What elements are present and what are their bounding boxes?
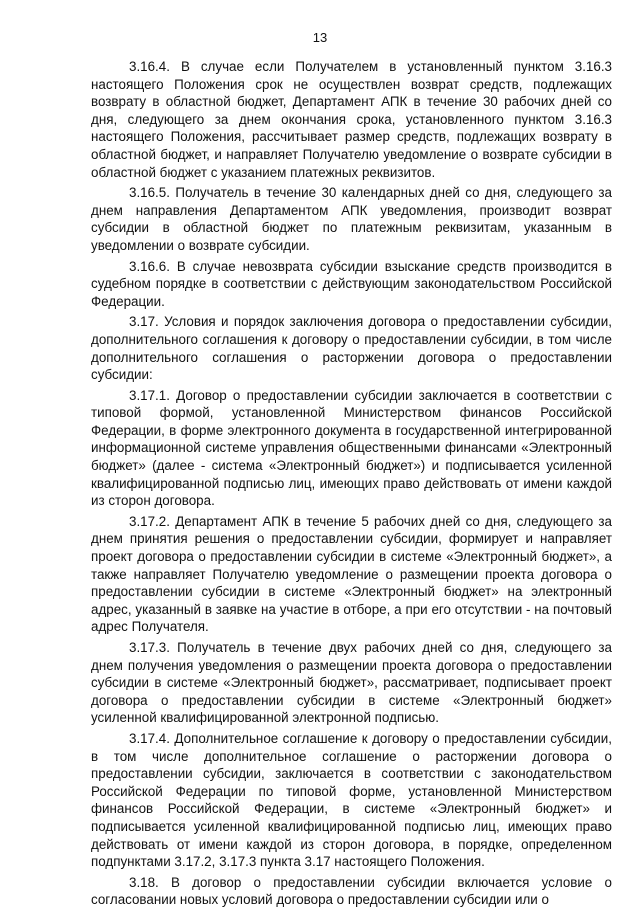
paragraph-3-16-4: 3.16.4. В случае если Получателем в установленный пунктом 3.16.3 настоящего Положения срок не осуществлен возврат средств, подлежащих возврату в областной бюджет, Департамент АПК в течение 30 рабочих дней со дня, следующего за днем окончания срока, установленного пунктом 3.16.3 настоящего Положения, рассчитывает размер средств, подлежащих возврату в областной бюджет, и направляет Получателю уведомление о возврате субсидии в областной бюджет с указанием платежных реквизитов. bbox=[91, 59, 612, 180]
paragraph-3-18: 3.18. В договор о предоставлении субсидии включается условие о согласовании новых условий договора о предоставлении субсидии или о bbox=[91, 874, 612, 908]
paragraph-3-17-2: 3.17.2. Департамент АПК в течение 5 рабочих дней со дня, следующего за днем принятия решения о предоставлении субсидии, формирует и направляет проект договора о предоставлении субсидии в системе «Электронный бюджет», а также направляет Получателю уведомление о размещении проекта договора о предоставлении субсидии в системе «Электронный бюджет» на электронный адрес, указанный в заявке на участие в отборе, а при его отсутствии - на почтовый адрес Получателя. bbox=[91, 513, 612, 635]
page-number: 13 bbox=[312, 30, 328, 45]
paragraph-3-17-1: 3.17.1. Договор о предоставлении субсидии заключается в соответствии с типовой формой, установленной Министерством финансов Российской Федерации, в форме электронного документа в государственной интегрированной информационной системе управления общественными финансами «Электронный бюджет» (далее - система «Электронный бюджет») и подписывается усиленной квалифицированной подписью лиц, имеющих право действовать от имени каждой из сторон договора. bbox=[91, 387, 612, 509]
paragraph-3-16-5: 3.16.5. Получатель в течение 30 календарных дней со дня, следующего за днем направления Департаментом АПК уведомления, производит возврат субсидии в областной бюджет по платежным реквизитам, указанным в уведомлении о возврате субсидии. bbox=[91, 185, 612, 253]
paragraph-3-17: 3.17. Условия и порядок заключения договора о предоставлении субсидии, дополнительного соглашения к договору о предоставлении субсидии, в том числе дополнительного соглашения о расторжении договора о предоставлении субсидии: bbox=[91, 314, 612, 383]
paragraph-3-17-4: 3.17.4. Дополнительное соглашение к договору о предоставлении субсидии, в том числе дополнительное соглашение о расторжении договора о предоставлении субсидии, заключается в соответствии с законодательством Российской Федерации по типовой форме, установленной Министерством финансов Российской Федерации, в системе «Электронный бюджет» и подписывается усиленной квалифицированной подписью лиц, имеющих право действовать от имени каждой из сторон договора, в порядке, определенном подпунктами 3.17.2, 3.17.3 пункта 3.17 настоящего Положения. bbox=[91, 730, 612, 870]
document-body bbox=[91, 58, 612, 912]
paragraph-3-16-6: 3.16.6. В случае невозврата субсидии взыскание средств производится в судебном порядке в соответствии с действующим законодательством Российской Федерации. bbox=[91, 258, 612, 309]
paragraph-3-17-3: 3.17.3. Получатель в течение двух рабочих дней со дня, следующего за днем получения уведомления о размещении проекта договора о предоставлении субсидии в системе «Электронный бюджет», рассматривает, подписывает проект договора о предоставлении субсидии в системе «Электронный бюджет» усиленной квалифицированной электронной подписью. bbox=[91, 640, 612, 726]
